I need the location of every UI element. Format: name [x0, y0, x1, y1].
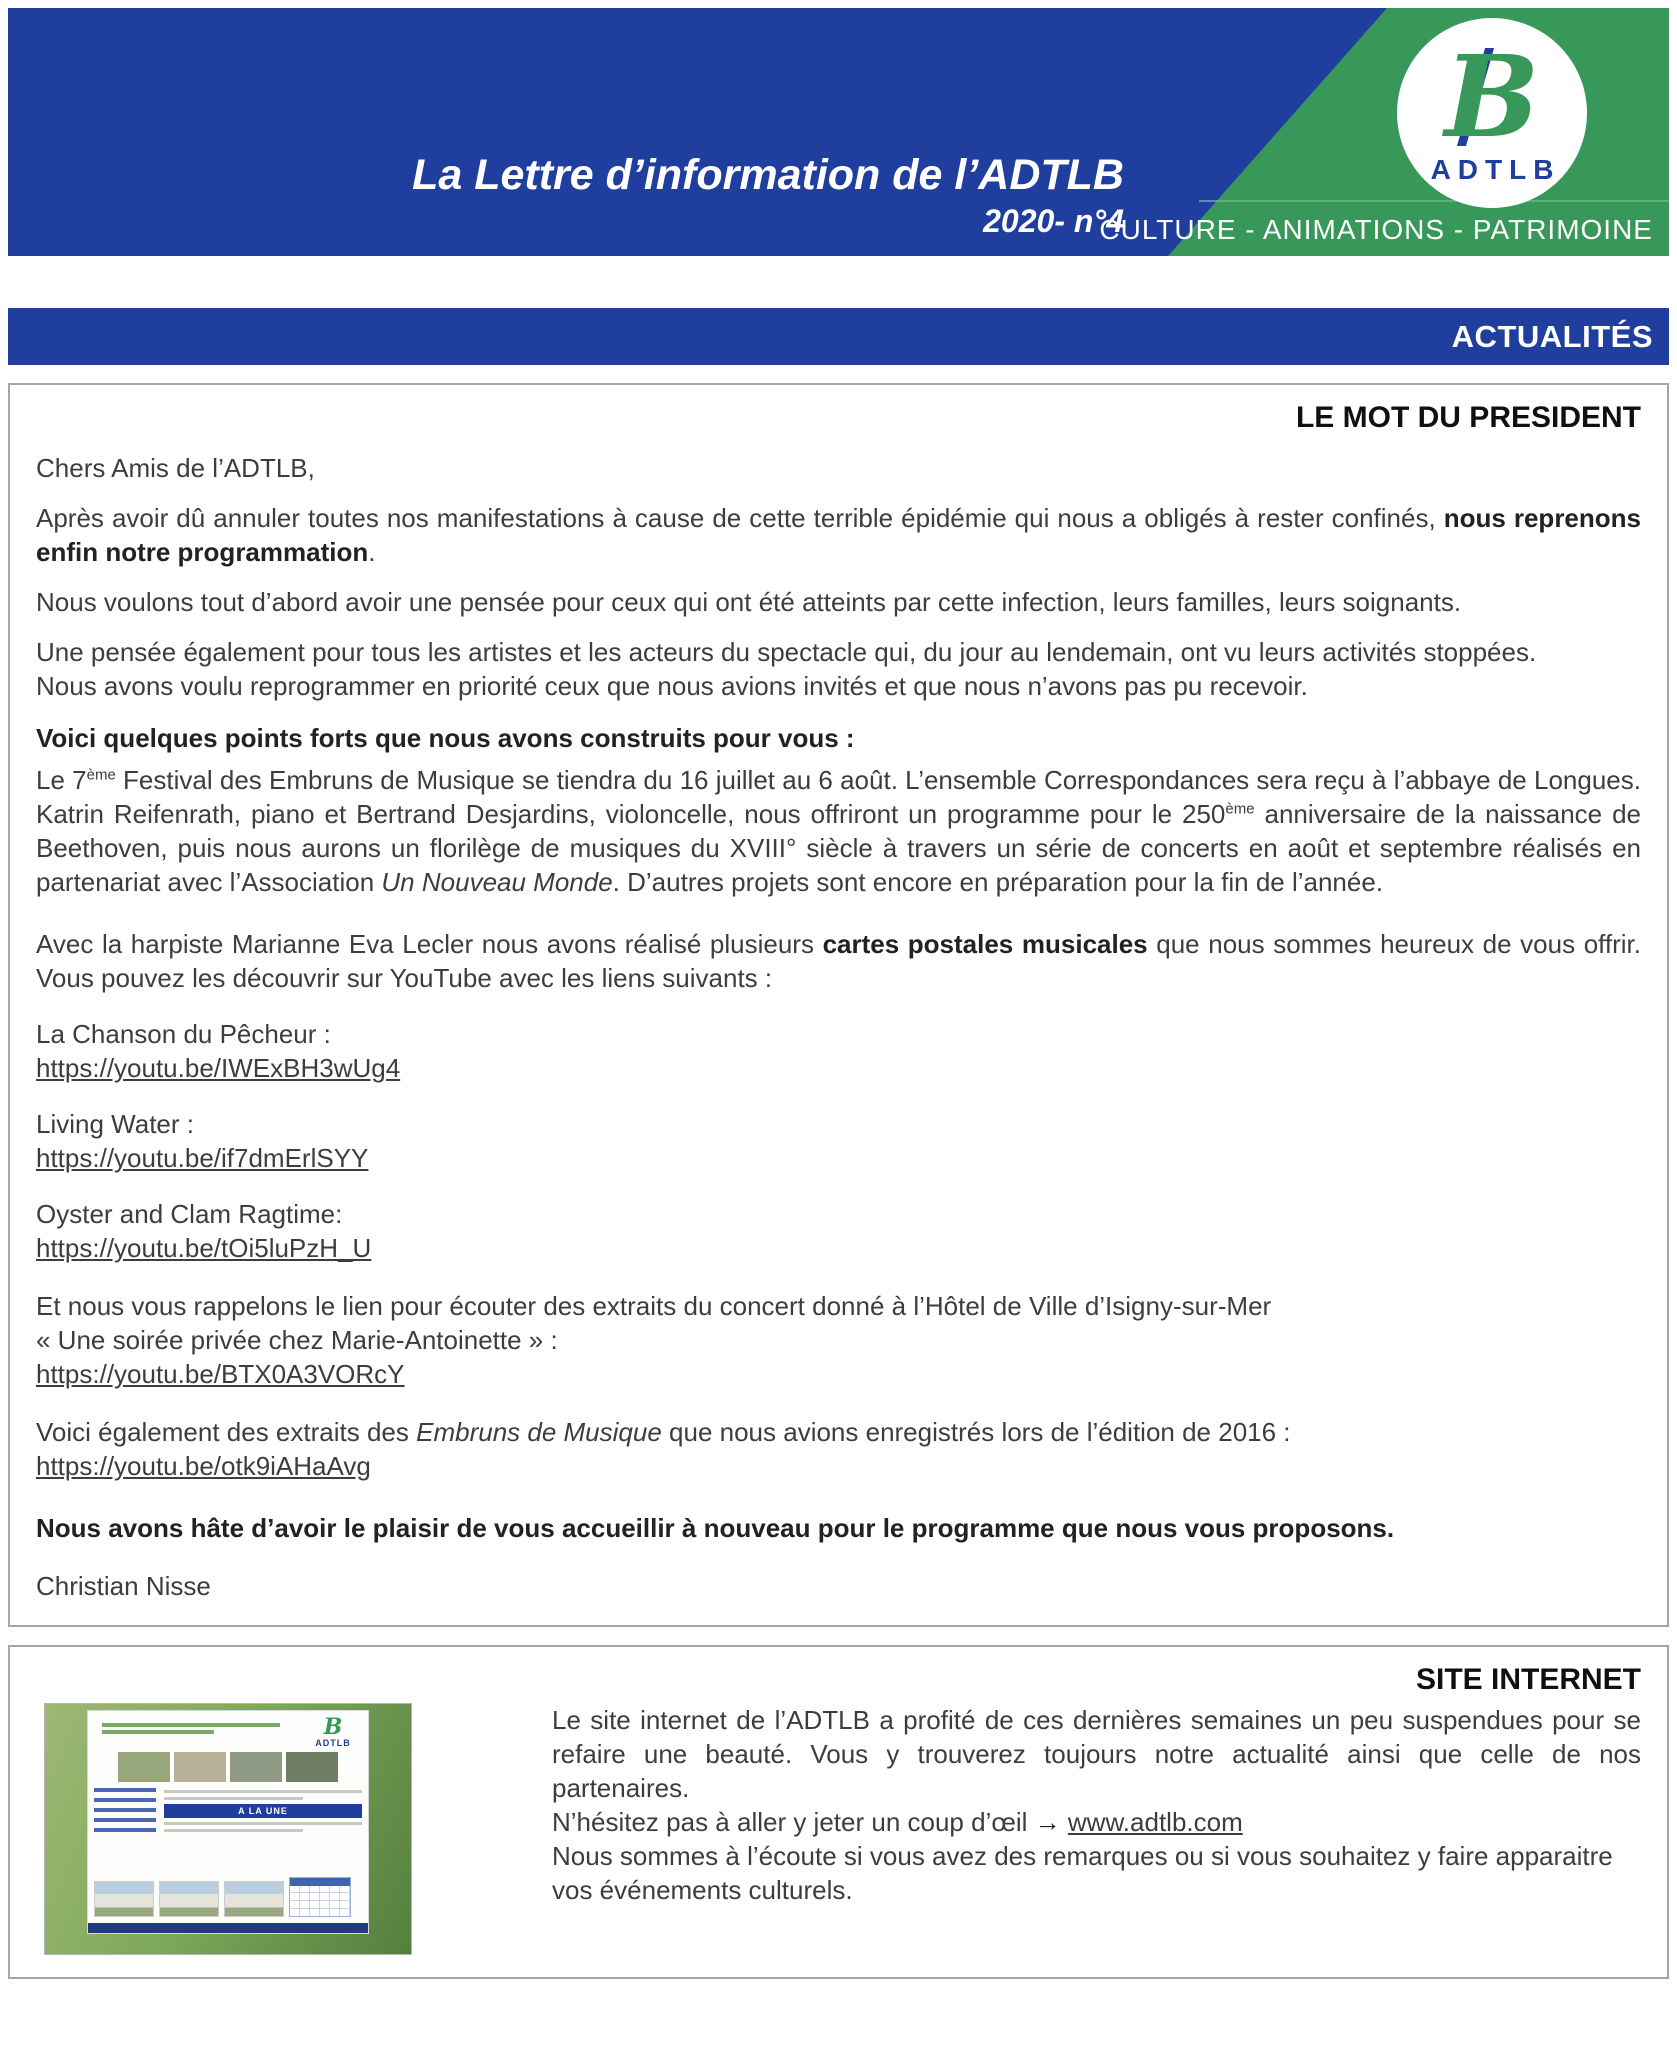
masthead-band-divider: [1199, 200, 1669, 202]
concert-line-2: « Une soirée privée chez Marie-Antoinette » :: [36, 1325, 558, 1355]
thumb-footer: [88, 1923, 368, 1933]
text-run: Voici également des extraits des: [36, 1417, 417, 1447]
video-link[interactable]: https://youtu.be/IWExBH3wUg4: [36, 1053, 401, 1083]
site-paragraph-3: Nous sommes à l’écoute si vous avez des remarques ou si vous souhaitez y faire apparaitre vos événements culturels.: [552, 1841, 1613, 1905]
concert-link[interactable]: https://youtu.be/BTX0A3VORcY: [36, 1359, 405, 1389]
bold-run: nous reprenons enfin notre programmation: [36, 503, 1642, 567]
president-box: [8, 383, 1669, 1627]
text-run: .: [368, 537, 376, 567]
thumb-photo: [174, 1752, 226, 1782]
superscript: ème: [1225, 800, 1255, 818]
logo-letter: B: [1444, 32, 1540, 163]
video-item: [36, 1017, 1641, 1085]
adtlb-website-link[interactable]: www.adtlb.com: [1067, 1807, 1243, 1837]
adtlb-logo-icon: [1444, 32, 1540, 163]
text-run: Avec la harpiste Marianne Eva Lecler nous avons réalisé plusieurs: [36, 929, 823, 959]
thumb-main-content: [164, 1786, 362, 1873]
logo-wordmark: ADTLB: [1430, 154, 1561, 185]
text-run: N’hésitez pas à aller y jeter un coup d’œil: [552, 1807, 1035, 1837]
website-screenshot: [44, 1703, 412, 1955]
actualites-section-bar: [8, 308, 1669, 365]
thumb-calendar: [289, 1877, 351, 1917]
video-item: [36, 1107, 1641, 1175]
paragraph-harpiste: [36, 927, 1641, 995]
actualites-label: ACTUALITÉS: [1451, 318, 1653, 354]
text-run: Après avoir dû annuler toutes nos manifestations à cause de cette terrible épidémie qui nous a obligés à rester confinés,: [36, 503, 1444, 533]
thumb-menu-item: [94, 1828, 156, 1832]
text-run: Festival des Embruns de Musique se tiendra du 16 juillet au 6 août. L’ensemble Correspondances sera reçu à l’abbaye de Longues. Katrin Reifenrath, piano et Bertrand Desjardins, violoncelle, nous offriront un programme pour le 250: [36, 765, 1641, 829]
thumb-logo-wordmark: ADTLB: [315, 1738, 351, 1748]
adtlb-logo: [1397, 18, 1587, 208]
newsletter-issue: 2020- n°4: [983, 203, 1124, 239]
bold-run: cartes postales musicales: [822, 929, 1148, 959]
italic-run: Embruns de Musique: [416, 1417, 662, 1447]
superscript: ème: [86, 766, 116, 784]
thumb-photo: [230, 1752, 282, 1782]
edition-2016-link[interactable]: https://youtu.be/otk9iAHaAvg: [36, 1451, 371, 1481]
arrow-icon: →: [1034, 1807, 1061, 1837]
thumb-photo: [118, 1752, 170, 1782]
thumb-menu-item: [94, 1808, 156, 1812]
concert-block: [36, 1289, 1641, 1391]
video-label: Living Water :: [36, 1109, 194, 1139]
thumb-title-lines: [94, 1716, 304, 1737]
newsletter-title: La Lettre d’information de l’ADTLB: [412, 150, 1124, 199]
video-link[interactable]: https://youtu.be/tOi5luPzH_U: [36, 1233, 372, 1263]
thumb-text-line: [102, 1723, 280, 1727]
site-internet-heading: SITE INTERNET: [1415, 1663, 1641, 1696]
text-run: Nous avons voulu reprogrammer en priorité ceux que nous avions invités et que nous n’avons pas pu recevoir.: [36, 671, 1308, 701]
site-paragraph-1: Le site internet de l’ADTLB a profité de ces dernières semaines un peu suspendues pour se refaire une beauté. Vous y trouverez toujours notre actualité ainsi que celle de nos partenaires.: [552, 1705, 1641, 1803]
site-paragraph-2: [552, 1805, 1641, 1839]
thumb-menu-item: [94, 1818, 156, 1822]
thumb-header: [94, 1716, 362, 1748]
video-label: La Chanson du Pêcheur :: [36, 1019, 331, 1049]
text-run: Une pensée également pour tous les artistes et les acteurs du spectacle qui, du jour au lendemain, ont vu leurs activités stoppées.: [36, 637, 1537, 667]
points-forts-heading: Voici quelques points forts que nous avons construits pour vous :: [36, 723, 855, 753]
thumb-text-line: [164, 1797, 303, 1800]
website-screenshot-panel: [87, 1710, 369, 1934]
text-run: que nous sommes heureux de vous offrir. Vous pouvez les découvrir sur YouTube avec les liens suivants :: [36, 929, 1642, 993]
masthead-tagline: CULTURE - ANIMATIONS - PATRIMOINE: [1099, 214, 1653, 245]
edition-2016-block: [36, 1415, 1641, 1483]
paragraph-intro: [36, 501, 1641, 569]
thumb-photo: [286, 1752, 338, 1782]
paragraph-pensee-2: [36, 635, 1641, 703]
thumb-photo: [159, 1881, 219, 1917]
site-internet-text: [552, 1703, 1641, 1907]
text-run: Le 7: [36, 765, 87, 795]
thumb-logo-letter: B: [323, 1714, 343, 1740]
thumb-text-line: [102, 1730, 214, 1734]
edition-2016-text: [36, 1415, 1641, 1449]
thumb-text-line: [164, 1829, 303, 1832]
text-run: anniversaire de la naissance de Beethoven, puis nous aurons un florilège de musiques du XVIII° siècle à travers un série de concerts en août et septembre réalisés en partenariat avec l’Association: [36, 799, 1641, 897]
thumb-bottom-row: [94, 1877, 362, 1917]
thumb-calendar-header: [290, 1878, 350, 1886]
site-internet-row: [36, 1703, 1641, 1955]
text-run: . D’autres projets sont encore en préparation pour la fin de l’année.: [612, 867, 1384, 897]
paragraph-pensee-1: Nous voulons tout d’abord avoir une pensée pour ceux qui ont été atteints par cette infection, leurs familles, leurs soignants.: [36, 587, 1462, 617]
video-link[interactable]: https://youtu.be/if7dmErlSYY: [36, 1143, 369, 1173]
thumb-menu-item: [94, 1798, 156, 1802]
signature: Christian Nisse: [36, 1571, 211, 1601]
video-item: [36, 1197, 1641, 1265]
thumb-logo: [304, 1716, 362, 1748]
thumb-photo: [224, 1881, 284, 1917]
president-heading: LE MOT DU PRESIDENT: [1295, 401, 1641, 434]
masthead: [8, 8, 1669, 256]
thumb-photo-row: [94, 1752, 362, 1782]
thumb-menu-item: [94, 1788, 156, 1792]
closing-statement: Nous avons hâte d’avoir le plaisir de vous accueillir à nouveau pour le programme que nous vous proposons.: [36, 1513, 1395, 1543]
salutation: Chers Amis de l’ADTLB,: [36, 453, 315, 483]
thumb-banner: A LA UNE: [164, 1804, 362, 1818]
italic-run: Un Nouveau Monde: [381, 867, 613, 897]
thumb-text-line: [164, 1790, 362, 1793]
thumb-columns: [94, 1786, 362, 1873]
thumb-photo: [94, 1881, 154, 1917]
paragraph-festival: [36, 763, 1641, 899]
text-run: que nous avions enregistrés lors de l’édition de 2016 :: [661, 1417, 1291, 1447]
concert-line-1: Et nous vous rappelons le lien pour écouter des extraits du concert donné à l’Hôtel de Ville d’Isigny-sur-Mer: [36, 1291, 1272, 1321]
video-label: Oyster and Clam Ragtime:: [36, 1199, 343, 1229]
site-internet-box: [8, 1645, 1669, 1979]
thumb-text-line: [164, 1822, 362, 1825]
thumb-menu: [94, 1786, 156, 1873]
newsletter-title-block: [412, 152, 1124, 240]
